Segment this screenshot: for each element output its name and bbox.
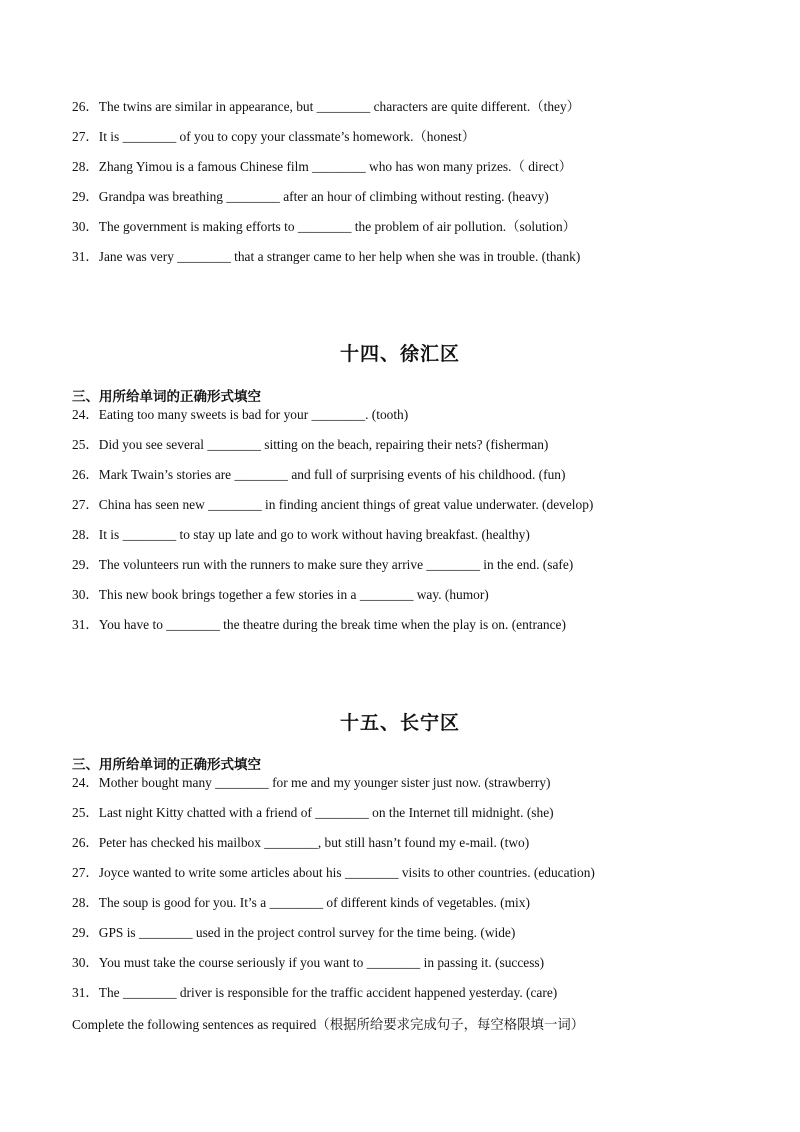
question-item: 31．The ________ driver is responsible for the traffic accident happened yesterday. (care) <box>72 985 558 1000</box>
question-item: 28．The soup is good for you. It’s a ________ of different kinds of vegetables. (mix) <box>72 895 530 910</box>
question-item: 24．Eating too many sweets is bad for your ________. (tooth) <box>72 407 409 422</box>
question-list-section15 <box>72 768 762 1008</box>
question-item: 24．Mother bought many ________ for me and my younger sister just now. (strawberry) <box>72 775 551 790</box>
question-item: 30．The government is making efforts to ________ the problem of air pollution.（solution） <box>72 219 577 234</box>
question-item: 28．Zhang Yimou is a famous Chinese film ________ who has won many prizes.（ direct） <box>72 159 573 174</box>
question-item: 31．You have to ________ the theatre during the break time when the play is on. (entrance) <box>72 617 566 632</box>
question-item: 27．Joyce wanted to write some articles about his ________ visits to other countries. (education) <box>72 865 595 880</box>
question-item: 31．Jane was very ________ that a stranger came to her help when she was in trouble. (thank) <box>72 249 581 264</box>
question-item: 27．It is ________ of you to copy your classmate’s homework.（honest） <box>72 129 476 144</box>
section-title-changning: 十五、长宁区 <box>339 712 460 734</box>
question-item: 26．Mark Twain’s stories are ________ and full of surprising events of his childhood. (fun) <box>72 467 566 482</box>
instruction-line: Complete the following sentences as required（根据所给要求完成句子，每空格限填一词） <box>72 1017 585 1032</box>
question-item: 29．Grandpa was breathing ________ after an hour of climbing without resting. (heavy) <box>72 189 549 204</box>
question-list-block1 <box>72 92 762 272</box>
question-item: 29．GPS is ________ used in the project control survey for the time being. (wide) <box>72 925 516 940</box>
question-item: 25．Did you see several ________ sitting on the beach, repairing their nets? (fisherman) <box>72 437 549 452</box>
section-subtitle: 三、用所给单词的正确形式填空 <box>72 389 261 405</box>
question-item: 30．You must take the course seriously if you want to ________ in passing it. (success) <box>72 955 545 970</box>
section-title-xuhui: 十四、徐汇区 <box>339 343 460 365</box>
question-item: 26．The twins are similar in appearance, but ________ characters are quite different.（they） <box>72 99 581 114</box>
question-item: 30．This new book brings together a few stories in a ________ way. (humor) <box>72 587 489 602</box>
question-item: 28．It is ________ to stay up late and go to work without having breakfast. (healthy) <box>72 527 530 542</box>
question-list-section14 <box>72 400 762 640</box>
section-subtitle: 三、用所给单词的正确形式填空 <box>72 757 261 773</box>
question-item: 25．Last night Kitty chatted with a friend of ________ on the Internet till midnight. (she) <box>72 805 554 820</box>
question-item: 27．China has seen new ________ in finding ancient things of great value underwater. (develop) <box>72 497 594 512</box>
question-item: 26．Peter has checked his mailbox ________, but still hasn’t found my e-mail. (two) <box>72 835 530 850</box>
question-item: 29．The volunteers run with the runners to make sure they arrive ________ in the end. (safe) <box>72 557 574 572</box>
